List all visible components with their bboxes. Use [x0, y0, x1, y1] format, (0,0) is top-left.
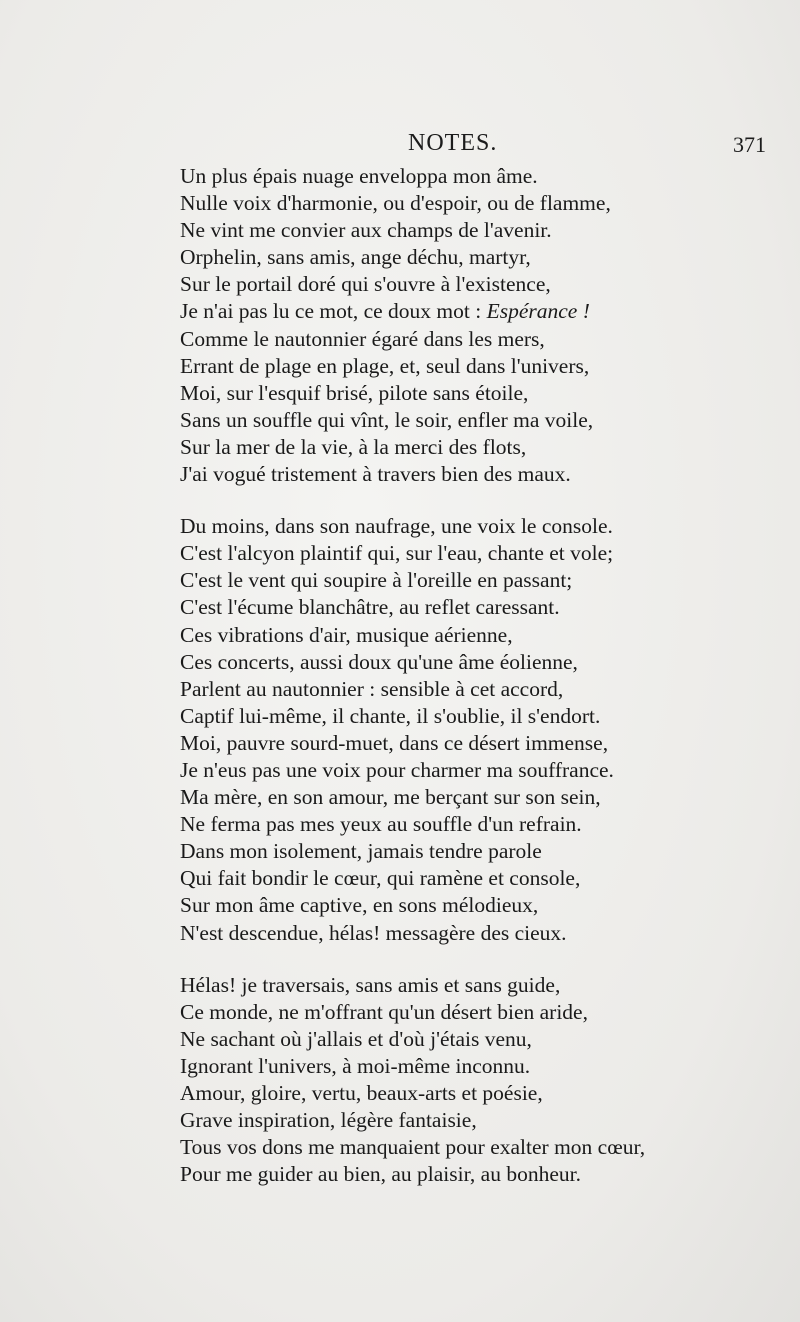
- verse-line-with-emphasis: [180, 298, 760, 325]
- verse-line: Un plus épais nuage enveloppa mon âme.: [180, 164, 538, 188]
- verse-line: Sur mon âme captive, en sons mélodieux,: [180, 893, 539, 918]
- verse-line: Ignorant l'univers, à moi-même inconnu.: [180, 1053, 531, 1078]
- verse-line: Qui fait bondir le cœur, qui ramène et console,: [180, 866, 581, 891]
- verse-line-text: Je n'ai pas lu ce mot, ce doux mot :: [180, 299, 482, 324]
- poem-body: [180, 163, 760, 1188]
- verse-line: Captif lui-même, il chante, il s'oublie, il s'endort.: [180, 703, 601, 728]
- verse-line: Sans un souffle qui vînt, le soir, enfler ma voile,: [180, 407, 594, 432]
- verse-line: J'ai vogué tristement à travers bien des maux.: [180, 462, 571, 487]
- verse-line: Ma mère, en son amour, me berçant sur son sein,: [180, 785, 601, 810]
- verse-line: Ne ferma pas mes yeux au souffle d'un refrain.: [180, 812, 582, 837]
- stanza-1: [180, 163, 760, 488]
- verse-line: Comme le nautonnier égaré dans les mers,: [180, 326, 545, 351]
- verse-line: Parlent au nautonnier : sensible à cet accord,: [180, 676, 564, 701]
- verse-line: Pour me guider au bien, au plaisir, au bonheur.: [180, 1162, 581, 1187]
- verse-line: C'est le vent qui soupire à l'oreille en passant;: [180, 568, 573, 593]
- verse-line: Ne vint me convier aux champs de l'avenir.: [180, 218, 552, 243]
- verse-line: Ne sachant où j'allais et d'où j'étais venu,: [180, 1026, 532, 1051]
- verse-line: Amour, gloire, vertu, beaux-arts et poésie,: [180, 1081, 543, 1105]
- verse-line: Du moins, dans son naufrage, une voix le console.: [180, 514, 613, 539]
- verse-line: C'est l'alcyon plaintif qui, sur l'eau, chante et vole;: [180, 541, 614, 566]
- verse-line: Moi, pauvre sourd-muet, dans ce désert immense,: [180, 730, 609, 755]
- verse-line: Moi, sur l'esquif brisé, pilote sans étoile,: [180, 380, 529, 405]
- verse-line: N'est descendue, hélas! messagère des cieux.: [180, 920, 567, 945]
- verse-line: Tous vos dons me manquaient pour exalter mon cœur,: [180, 1135, 646, 1160]
- verse-line: Orphelin, sans amis, ange déchu, martyr,: [180, 245, 531, 270]
- verse-line: Grave inspiration, légère fantaisie,: [180, 1108, 477, 1133]
- verse-line: Ces vibrations d'air, musique aérienne,: [180, 622, 513, 647]
- verse-line: Hélas! je traversais, sans amis et sans guide,: [180, 972, 561, 997]
- running-head: [0, 130, 800, 164]
- verse-line: Je n'eus pas une voix pour charmer ma souffrance.: [180, 757, 614, 782]
- running-head-title: NOTES.: [408, 130, 498, 156]
- verse-line: C'est l'écume blanchâtre, au reflet caressant.: [180, 595, 560, 620]
- verse-line: Sur le portail doré qui s'ouvre à l'existence,: [180, 272, 551, 297]
- verse-line: Dans mon isolement, jamais tendre parole: [180, 839, 542, 864]
- page-number: 371: [733, 132, 766, 157]
- verse-line: Ce monde, ne m'offrant qu'un désert bien aride,: [180, 999, 588, 1024]
- verse-line: Nulle voix d'harmonie, ou d'espoir, ou de flamme,: [180, 191, 611, 216]
- stanza-3: [180, 972, 760, 1189]
- verse-line: Errant de plage en plage, et, seul dans l'univers,: [180, 353, 590, 378]
- stanza-2: [180, 513, 760, 947]
- verse-line: Sur la mer de la vie, à la merci des flots,: [180, 434, 527, 459]
- verse-line: Ces concerts, aussi doux qu'une âme éolienne,: [180, 649, 578, 674]
- emphasized-word: Espérance !: [486, 299, 590, 324]
